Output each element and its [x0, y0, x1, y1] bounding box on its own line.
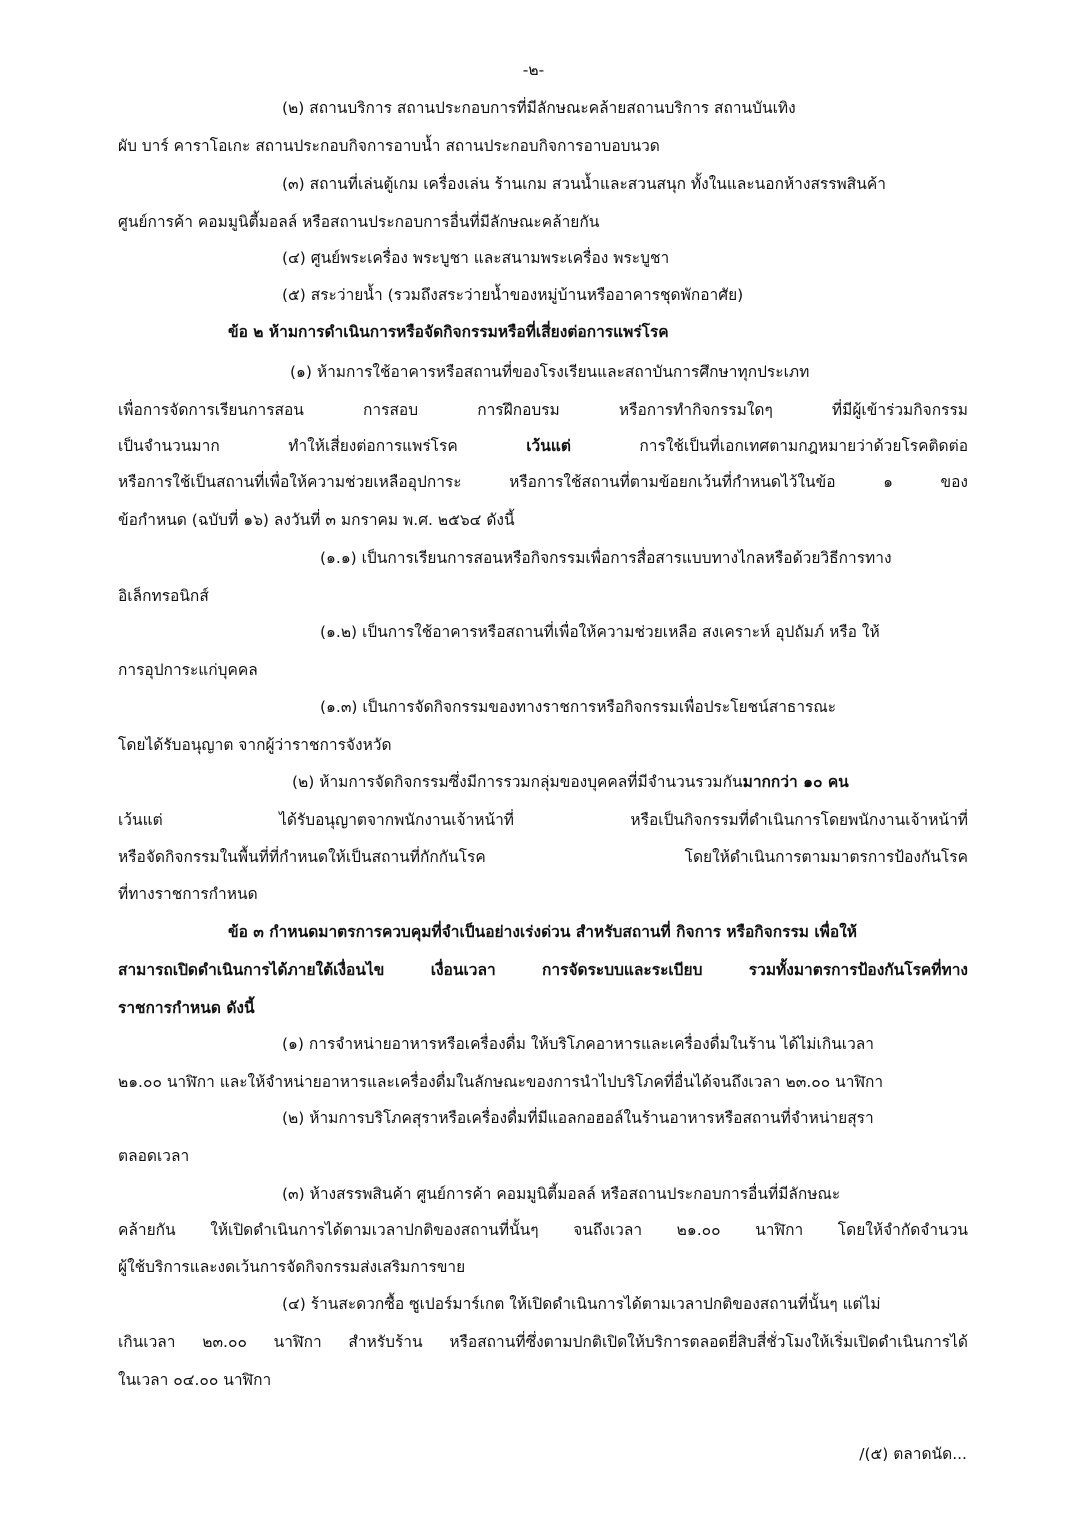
section3-heading-line1: ข้อ ๓ กำหนดมาตรการควบคุมที่จำเป็นอย่างเร่งด่วน สำหรับสถานที่ กิจการ หรือกิจกรรม เพื่อให้	[228, 923, 857, 941]
s3-item3-line1: (๓) ห้างสรรพสินค้า ศูนย์การค้า คอมมูนิตี้มอลล์ หรือสถานประกอบการอื่นที่มีลักษณะ	[282, 1185, 841, 1203]
s2-sub3-line1: (๑.๓) เป็นการจัดกิจกรรมของทางราชการหรือกิจกรรมเพื่อประโยชน์สาธารณะ	[320, 698, 837, 716]
s2-sub3-line2: โดยได้รับอนุญาต จากผู้ว่าราชการจังหวัด	[118, 736, 392, 754]
s2-sub2-line1: (๑.๒) เป็นการใช้อาคารหรือสถานที่เพื่อให้ความช่วยเหลือ สงเคราะห์ อุปถัมภ์ หรือ ให้	[320, 623, 880, 641]
s3-item4-line3: ในเวลา ๐๔.๐๐ นาฬิกา	[118, 1371, 272, 1389]
s2-item1-line5: ข้อกำหนด (ฉบับที่ ๑๖) ลงวันที่ ๓ มกราคม พ.ศ. ๒๕๖๔ ดังนี้	[118, 511, 515, 529]
s1-item3-line2: ศูนย์การค้า คอมมูนิตี้มอลล์ หรือสถานประกอบการอื่นที่มีลักษณะคล้ายกัน	[118, 213, 600, 231]
section3-heading-line2: สามารถเปิดดำเนินการได้ภายใต้เงื่อนไข เงื่อนเวลา การจัดระบบและระเบียบ รวมทั้งมาตรการป้องกันโรคที่ทาง	[118, 961, 968, 979]
s1-item5: (๕) สระว่ายน้ำ (รวมถึงสระว่ายน้ำของหมู่บ้านหรืออาคารชุดพักอาศัย)	[282, 286, 744, 304]
s3-item4-line1: (๔) ร้านสะดวกซื้อ ซูเปอร์มาร์เกต ให้เปิดดำเนินการได้ตามเวลาปกติของสถานที่นั้นๆ แต่ไม่	[282, 1295, 881, 1313]
page-number: -๒-	[522, 61, 545, 79]
s2-item2-limit: มากกว่า ๑๐ คน	[742, 773, 849, 791]
section3-heading-line3: ราชการกำหนด ดังนี้	[118, 999, 255, 1017]
s3-item2-line1: (๒) ห้ามการบริโภคสุราหรือเครื่องดื่มที่มีแอลกอฮอล์ในร้านอาหารหรือสถานที่จำหน่ายสุรา	[282, 1109, 874, 1127]
s2-item1-line4: หรือการใช้เป็นสถานที่เพื่อให้ความช่วยเหลืออุปการะ หรือการใช้สถานที่ตามข้อยกเว้นที่กำหนดไว้ในข้อ ๑ ของ	[118, 473, 968, 491]
s3-item4-line2: เกินเวลา ๒๓.๐๐ นาฬิกา สำหรับร้าน หรือสถานที่ซึ่งตามปกติเปิดให้บริการตลอดยี่สิบสี่ชั่วโมงให้เริ่มเปิดดำเนินการได้	[118, 1333, 968, 1351]
s2-sub2-line2: การอุปการะแก่บุคคล	[118, 661, 258, 679]
s2-sub1-line2: อิเล็กทรอนิกส์	[118, 587, 209, 605]
s2-item2-line1: (๒) ห้ามการจัดกิจกรรมซึ่งมีการรวมกลุ่มของบุคคลที่มีจำนวนรวมกันมากกว่า ๑๐ คน	[292, 773, 849, 791]
s1-item3-line1: (๓) สถานที่เล่นตู้เกม เครื่องเล่น ร้านเกม สวนน้ำและสวนสนุก ทั้งในและนอกห้างสรรพสินค้า	[282, 175, 886, 193]
s1-item2-line2: ผับ บาร์ คาราโอเกะ สถานประกอบกิจการอาบน้ำ สถานประกอบกิจการอาบอบนวด	[118, 137, 660, 155]
s2-item2-line4: ที่ทางราชการกำหนด	[118, 885, 258, 903]
s3-item1-line1: (๑) การจำหน่ายอาหารหรือเครื่องดื่ม ให้บริโภคอาหารและเครื่องดื่มในร้าน ได้ไม่เกินเวลา	[282, 1035, 875, 1053]
s2-item1-line3: เป็นจำนวนมาก ทำให้เสี่ยงต่อการแพร่โรค เว้นแต่ การใช้เป็นที่เอกเทศตามกฎหมายว่าด้วยโรคติดต่อ	[118, 437, 968, 455]
s2-item2-line3: หรือจัดกิจกรรมในพื้นที่ที่กำหนดให้เป็นสถานที่กักกันโรค โดยให้ดำเนินการตามมาตรการป้องกันโรค	[118, 848, 968, 866]
s3-item3-line2: คล้ายกัน ให้เปิดดำเนินการได้ตามเวลาปกติของสถานที่นั้นๆ จนถึงเวลา ๒๑.๐๐ นาฬิกา โดยให้จำกัดจำนวน	[118, 1221, 968, 1239]
continuation-note: /(๕) ตลาดนัด...	[859, 1445, 967, 1463]
s3-item3-line3: ผู้ใช้บริการและงดเว้นการจัดกิจกรรมส่งเสริมการขาย	[118, 1258, 466, 1276]
s1-item2-line1: (๒) สถานบริการ สถานประกอบการที่มีลักษณะคล้ายสถานบริการ สถานบันเทิง	[282, 99, 796, 117]
s3-item1-line2: ๒๑.๐๐ นาฬิกา และให้จำหน่ายอาหารและเครื่องดื่มในลักษณะของการนำไปบริโภคที่อื่นได้จนถึงเวลา ๒๓.๐๐ นาฬิกา	[118, 1073, 884, 1091]
s2-item1-except: เว้นแต่	[526, 437, 571, 455]
s2-item1-line2: เพื่อการจัดการเรียนการสอน การสอบ การฝึกอบรม หรือการทำกิจกรรมใดๆ ที่มีผู้เข้าร่วมกิจกรรม	[118, 401, 968, 419]
s1-item4: (๔) ศูนย์พระเครื่อง พระบูชา และสนามพระเครื่อง พระบูชา	[282, 249, 670, 267]
s2-item1-line1: (๑) ห้ามการใช้อาคารหรือสถานที่ของโรงเรียนและสถาบันการศึกษาทุกประเภท	[290, 363, 810, 381]
s2-sub1-line1: (๑.๑) เป็นการเรียนการสอนหรือกิจกรรมเพื่อการสื่อสารแบบทางไกลหรือด้วยวิธีการทาง	[320, 549, 892, 567]
s3-item2-line2: ตลอดเวลา	[118, 1147, 190, 1165]
s2-item2-line2: เว้นแต่ ได้รับอนุญาตจากพนักงานเจ้าหน้าที่ หรือเป็นกิจกรรมที่ดำเนินการโดยพนักงานเจ้าหน้าที่	[118, 811, 968, 829]
section2-heading: ข้อ ๒ ห้ามการดำเนินการหรือจัดกิจกรรมหรือที่เสี่ยงต่อการแพร่โรค	[228, 323, 669, 341]
